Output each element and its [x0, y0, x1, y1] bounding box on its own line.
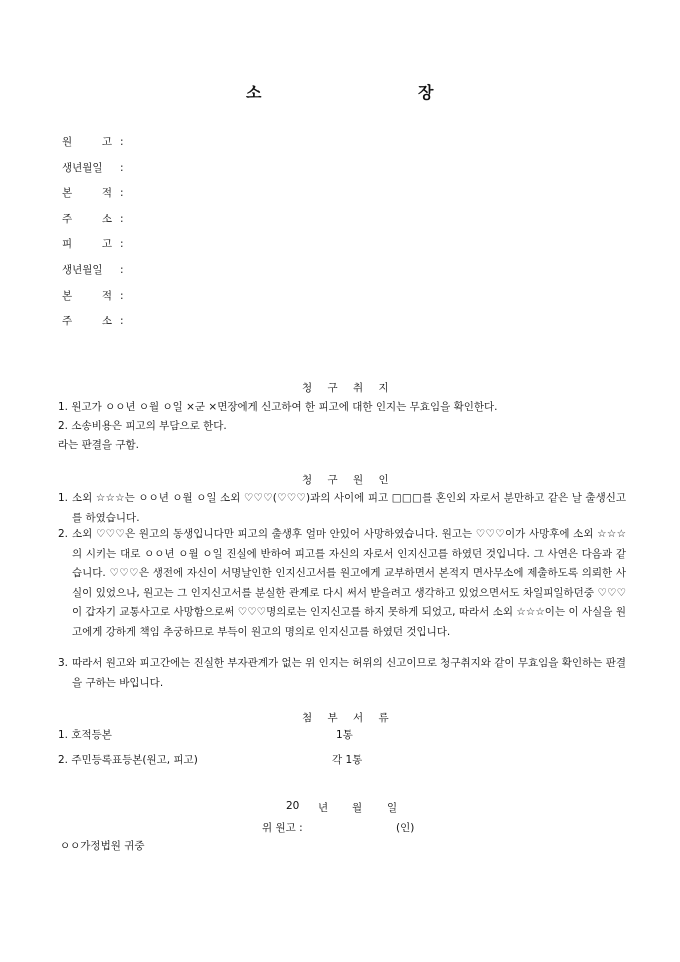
claim-purpose-heading: 청 구 취 지 [302, 382, 395, 394]
date-year-label: 년 [318, 802, 329, 814]
seal-mark: (인) [396, 822, 415, 834]
claim-cause-item: 3. 따라서 원고와 피고간에는 진실한 부자관계가 없는 위 인지는 허위의 신고이므로 청구취지와 같이 무효임을 확인하는 판결을 구하는 바입니다. [58, 657, 626, 689]
plaintiff-address-field: 주 소 : [62, 213, 124, 225]
defendant-domicile-field: 본 적 : [62, 290, 124, 302]
claim-purpose-item: 1. 원고가 ㅇㅇ년 ㅇ월 ㅇ일 ×군 ×면장에게 신고하여 한 피고에 대한 인지는 무효임을 확인한다. [58, 401, 498, 413]
defendant-birthdate-field: 생년월일 : [62, 264, 124, 276]
defendant-address-field: 주 소 : [62, 315, 124, 327]
date-day-label: 일 [387, 802, 398, 814]
claim-cause-item: 2. 소외 ♡♡♡은 원고의 동생입니다만 피고의 출생후 얼마 안있어 사망하였습니다. 원고는 ♡♡♡이가 사망후에 소외 ☆☆☆의 시키는 대로 ㅇㅇ년 ㅇ월 ㅇ일 진실에 반하여 피고를 자신의 자로서 인지신고를 하였던 것입니다. 그 사연은 다음과 같습니다. ♡♡♡은 생전에 자신이 서명날인한 인지신고서를 원고에게 교부하면서 본적지 면사무소에 제출하도록 의뢰한 사실이 있었으나, 원고는 그 인지신고서를 분실한 관계로 다시 써서 받을려고 생각하고 있었으면서도 차일피일하던중 ♡♡♡이 갑자기 교통사고로 사망함으로써 ♡♡♡명의로는 인지신고를 하지 못하게 되었고, 따라서 소외 ☆☆☆이는 이 사실을 원고에게 강하게 책임 추궁하므로 부득이 원고의 명의로 인지신고를 하였던 것입니다. [58, 528, 626, 638]
plaintiff-domicile-field: 본 적 : [62, 187, 124, 199]
plaintiff-birthdate-field: 생년월일 : [62, 162, 124, 174]
attachment-qty: 각 1통 [332, 754, 363, 766]
date-month-label: 월 [352, 802, 363, 814]
attachments-heading: 첨 부 서 류 [302, 712, 395, 724]
attachment-name: 1. 호적등본 [58, 729, 112, 741]
title-char-left: 소 [246, 83, 262, 102]
claim-purpose-item: 라는 판결을 구함. [58, 439, 140, 451]
court-addressee: ㅇㅇ가정법원 귀중 [60, 840, 145, 852]
claim-purpose-item: 2. 소송비용은 피고의 부담으로 한다. [58, 420, 227, 432]
defendant-name-field: 피 고 : [62, 238, 124, 250]
plaintiff-name-field: 원 고 : [62, 136, 124, 148]
attachment-name: 2. 주민등록표등본(원고, 피고) [58, 754, 198, 766]
date-year: 20 [286, 800, 300, 812]
claim-cause-item: 1. 소외 ☆☆☆는 ㅇㅇ년 ㅇ월 ㅇ일 소외 ♡♡♡(♡♡♡)과의 사이에 피고 □□□를 혼인외 자로서 분만하고 같은 날 출생신고를 하였습니다. [58, 492, 626, 524]
title-char-right: 장 [418, 83, 434, 102]
signer-label: 위 원고 : [262, 822, 303, 834]
attachment-qty: 1통 [336, 729, 353, 741]
claim-cause-heading: 청 구 원 인 [302, 474, 395, 486]
